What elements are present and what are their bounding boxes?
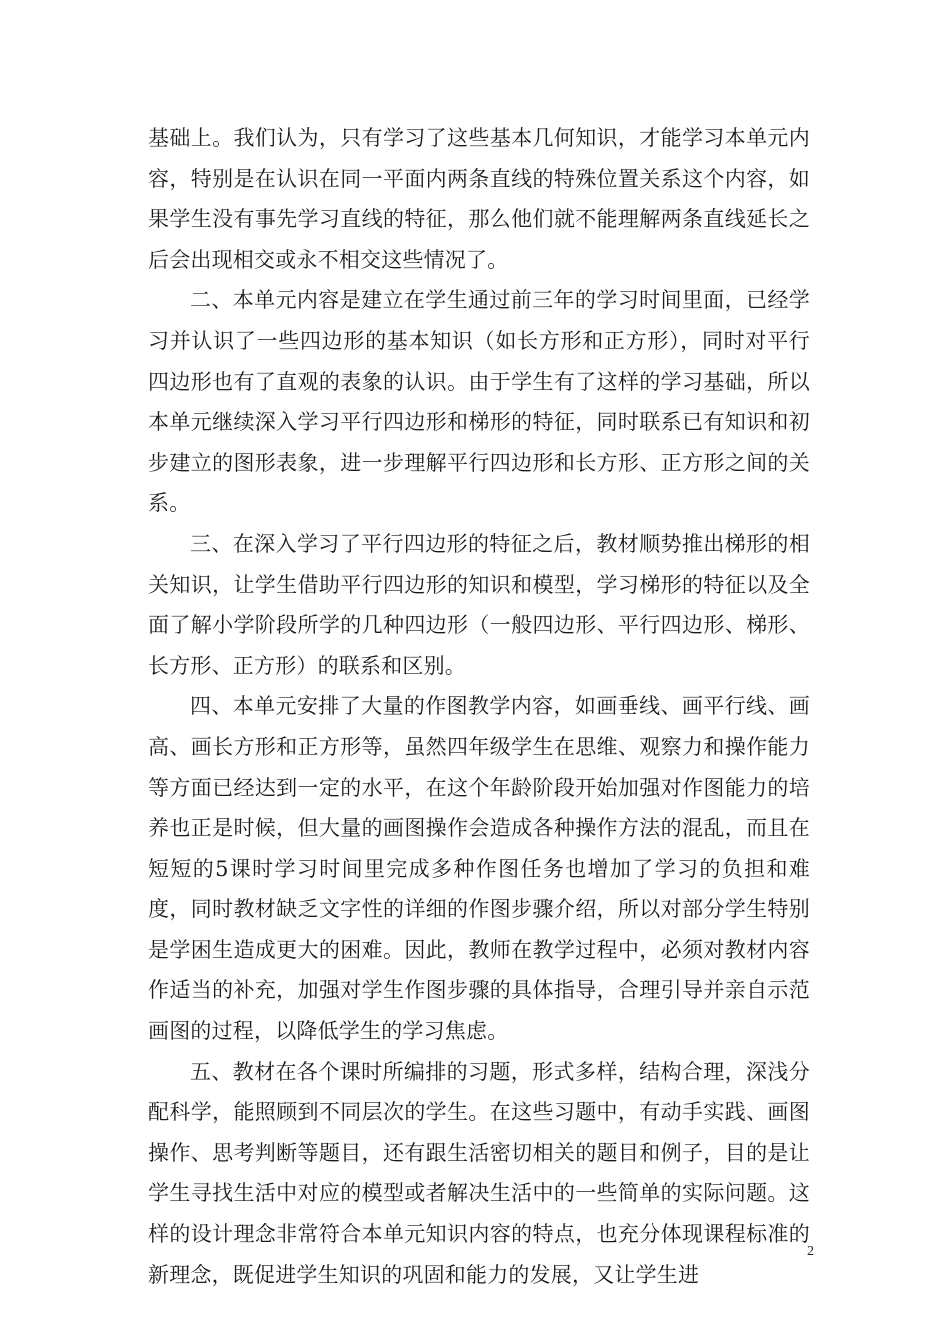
- paragraph-continuation: 基础上。我们认为，只有学习了这些基本几何知识，才能学习本单元内容，特别是在认识在同一平面内两条直线的特殊位置关系这个内容，如果学生没有事先学习直线的特征，那么他们就不能理解两条直线延长之后会出现相交或永不相交这些情况了。: [148, 126, 810, 272]
- paragraph-point-four: 四、本单元安排了大量的作图教学内容，如画垂线、画平行线、画高、画长方形和正方形等，虽然四年级学生在思维、观察力和操作能力等方面已经达到一定的水平，在这个年龄阶段开始加强对作图能力的培养也正是时候，但大量的画图操作会造成各种操作方法的混乱，而且在短短的5课时学习时间里完成多种作图任务也增加了学习的负担和难度，同时教材缺乏文字性的详细的作图步骤介绍，所以对部分学生特别是学困生造成更大的困难。因此，教师在教学过程中，必须对教材内容作适当的补充，加强对学生作图步骤的具体指导，合理引导并亲自示范画图的过程，以降低学生的学习焦虑。: [148, 694, 810, 1044]
- document-body: [148, 118, 810, 1295]
- paragraph-point-three: 三、在深入学习了平行四边形的特征之后，教材顺势推出梯形的相关知识，让学生借助平行四边形的知识和模型，学习梯形的特征以及全面了解小学阶段所学的几种四边形（一般四边形、平行四边形、梯形、长方形、正方形）的联系和区别。: [148, 531, 810, 678]
- page-number: 2: [807, 1244, 814, 1259]
- paragraph-point-five: 五、教材在各个课时所编排的习题，形式多样，结构合理，深浅分配科学，能照顾到不同层次的学生。在这些习题中，有动手实践、画图操作、思考判断等题目，还有跟生活密切相关的题目和例子，目的是让学生寻找生活中对应的模型或者解决生活中的一些简单的实际问题。这样的设计理念非常符合本单元知识内容的特点，也充分体现课程标准的新理念，既促进学生知识的巩固和能力的发展，又让学生进: [148, 1059, 810, 1287]
- paragraph-point-two: 二、本单元内容是建立在学生通过前三年的学习时间里面，已经学习并认识了一些四边形的基本知识（如长方形和正方形），同时对平行四边形也有了直观的表象的认识。由于学生有了这样的学习基础，所以本单元继续深入学习平行四边形和梯形的特征，同时联系已有知识和初步建立的图形表象，进一步理解平行四边形和长方形、正方形之间的关系。: [148, 288, 810, 516]
